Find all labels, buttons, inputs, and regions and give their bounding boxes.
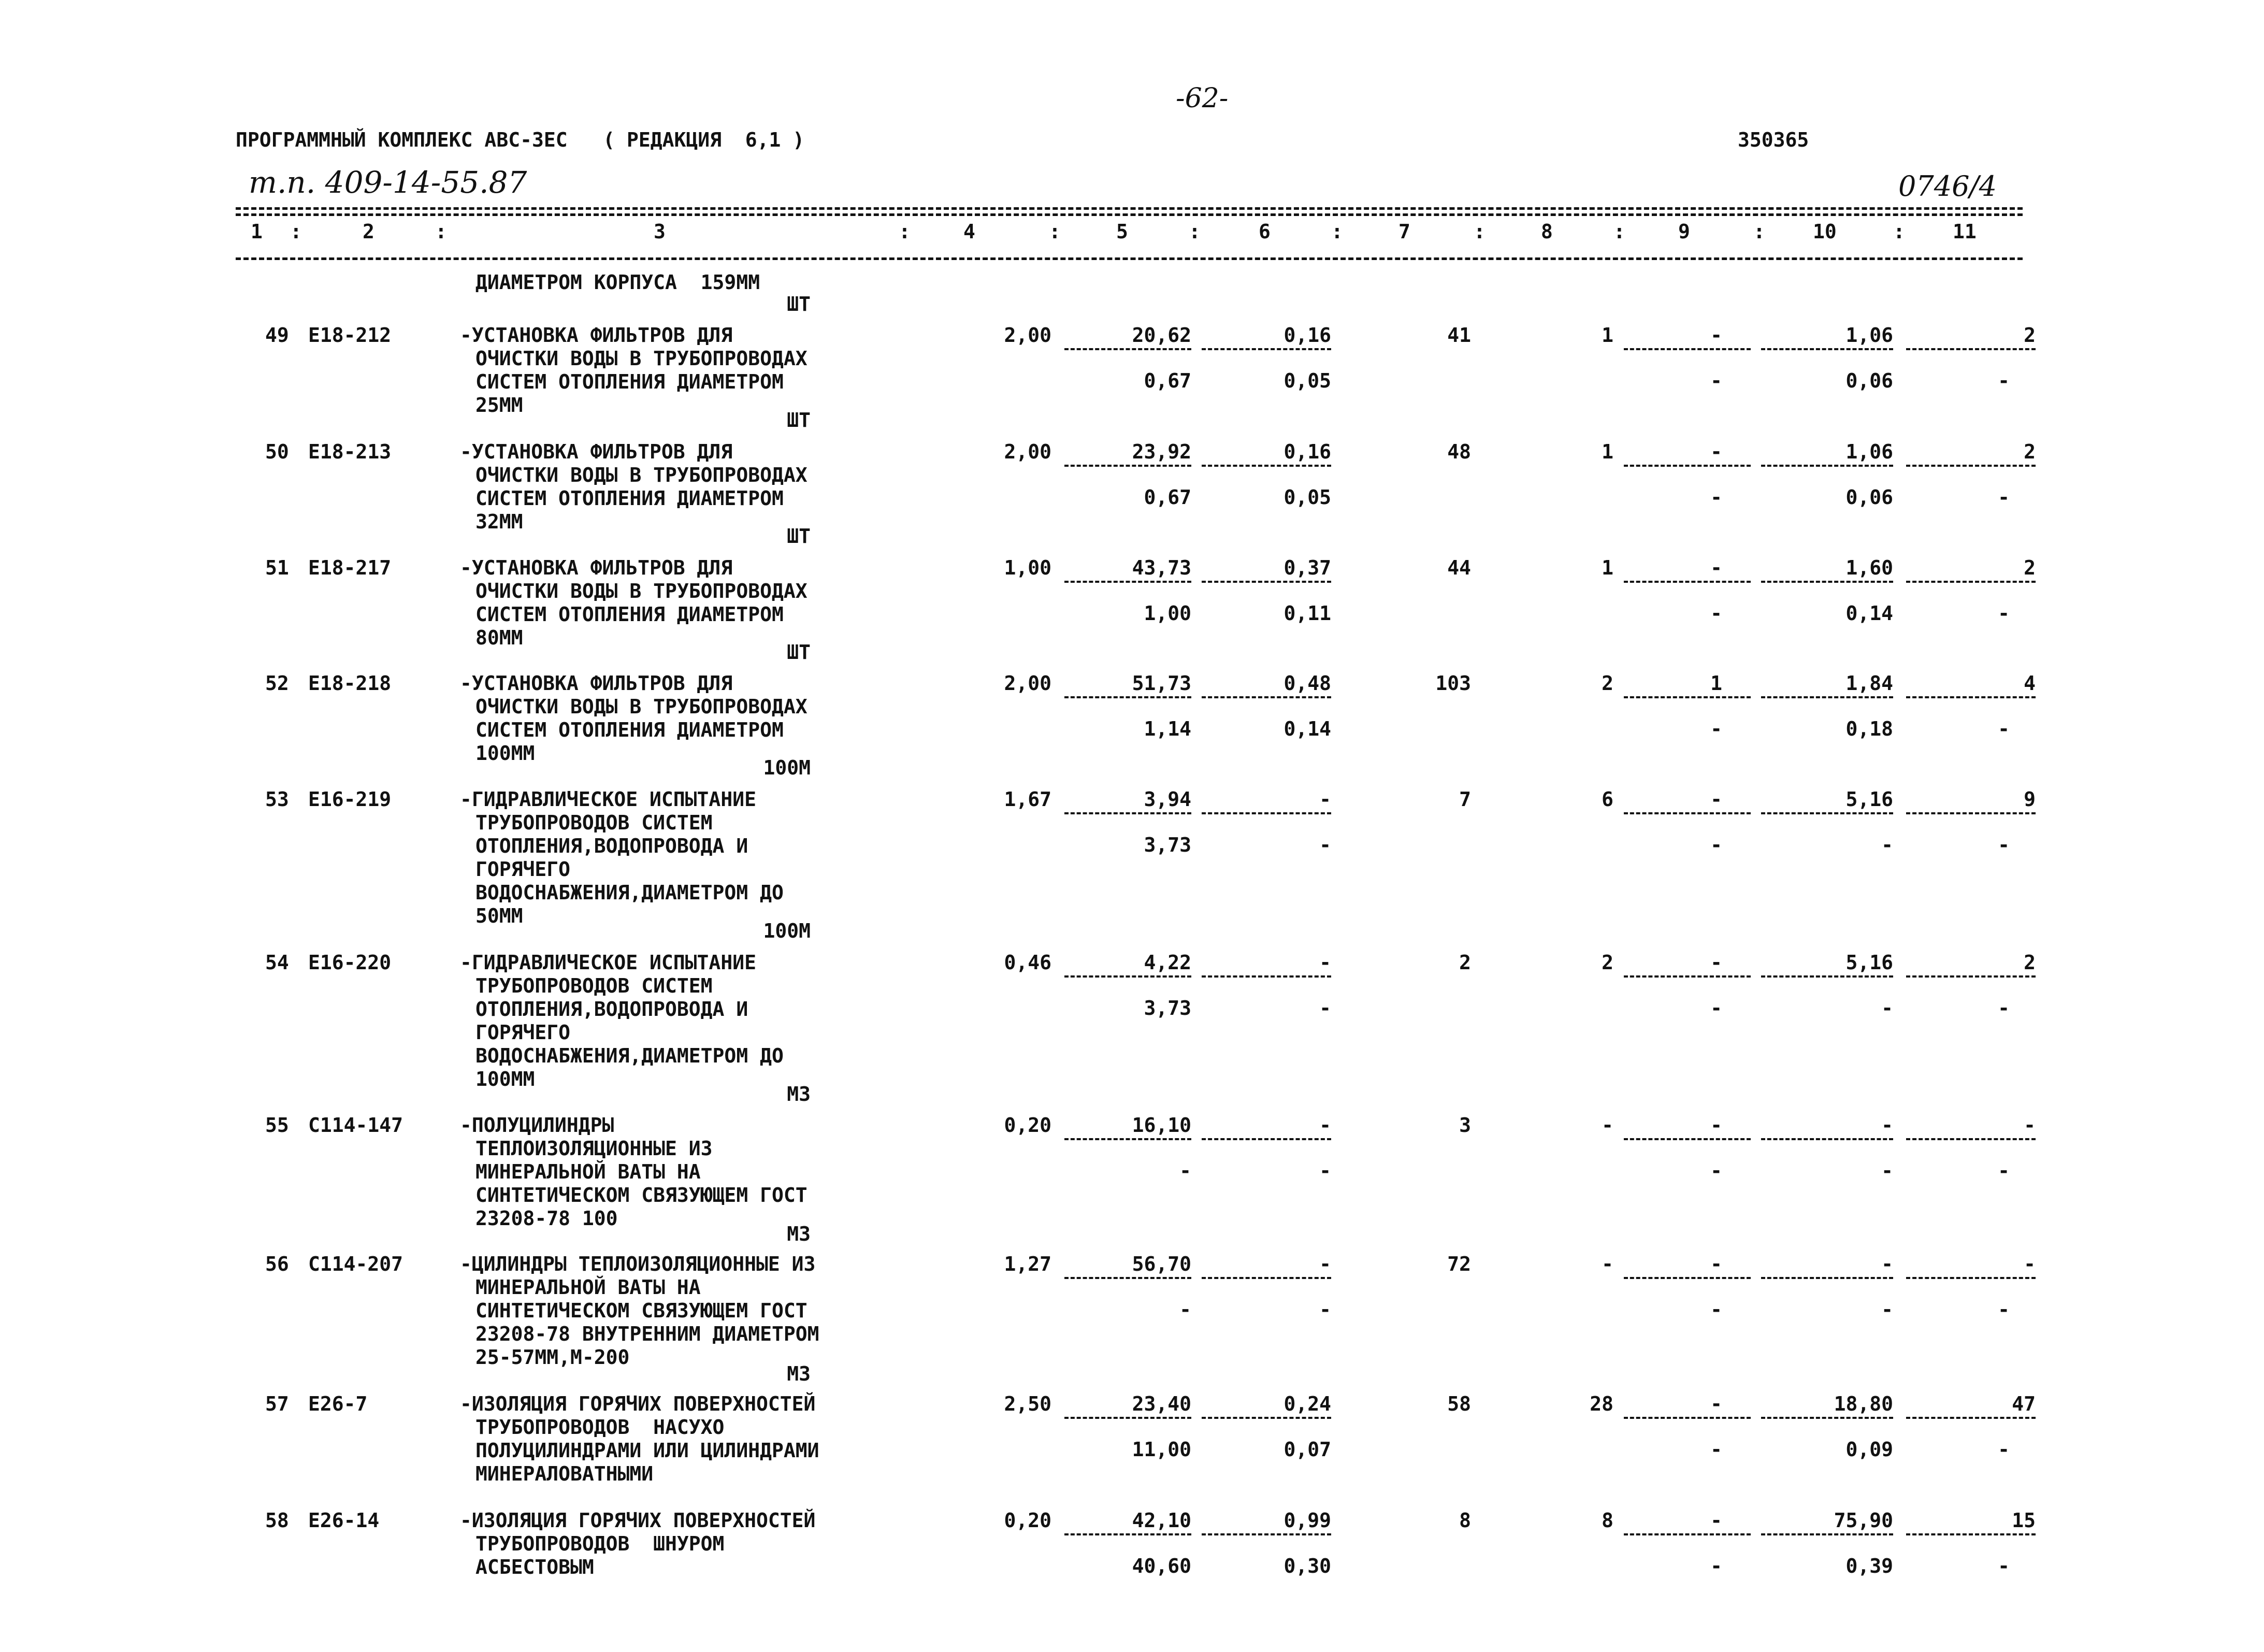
work-description-line: -ГИДРАВЛИЧЕСКОЕ ИСПЫТАНИЕ [460, 951, 756, 974]
work-description-line: 32ММ [475, 510, 523, 533]
total-cost: 44 [1447, 556, 1471, 579]
unit-salary: 1,00 [1144, 602, 1191, 625]
quantity: 2,00 [1004, 440, 1051, 463]
work-description-line: ОЧИСТКИ ВОДЫ В ТРУБОПРОВОДАХ [475, 464, 807, 486]
work-description-line: ГОРЯЧЕГО [475, 1021, 571, 1044]
subtotal-rule [1202, 696, 1331, 698]
machine-salary-total: - [1710, 997, 1722, 1019]
labor-machinist-unit: 0,18 [1845, 717, 1893, 740]
labor-machinist-unit: 0,09 [1845, 1438, 1893, 1461]
subtotal-rule [1761, 465, 1893, 467]
work-description-line: ВОДОСНАБЖЕНИЯ,ДИАМЕТРОМ ДО [475, 881, 784, 904]
machine-salary: 0,30 [1284, 1555, 1331, 1577]
subtotal-rule [1202, 1277, 1331, 1279]
subtotal-rule [1761, 1533, 1893, 1535]
col-header-2: 2 [363, 220, 374, 243]
unit-of-measure: М3 [787, 1362, 811, 1385]
subtotal-rule [1761, 696, 1893, 698]
total-cost: 3 [1459, 1114, 1471, 1137]
subtotal-rule [1761, 348, 1893, 350]
subtotal-rule [1064, 348, 1191, 350]
subtotal-rule [1761, 812, 1893, 814]
rate-code: Е18-213 [308, 440, 392, 463]
subtotal-rule [1624, 1277, 1751, 1279]
quantity: 0,20 [1004, 1509, 1051, 1532]
subtotal-rule [1624, 1417, 1751, 1419]
col-sep: : [1189, 220, 1201, 243]
labor-unit: - [1881, 1114, 1893, 1137]
subtotal-rule [1761, 581, 1893, 583]
labor-total: 2 [2024, 556, 2036, 579]
subtotal-rule [1064, 696, 1191, 698]
row-number: 49 [265, 324, 289, 347]
total-machine: - [1710, 440, 1722, 463]
subtotal-rule [1064, 465, 1191, 467]
subtotal-rule [1761, 1138, 1893, 1140]
program-title: ПРОГРАММНЫЙ КОМПЛЕКС АВС-ЗЕС ( РЕДАКЦИЯ 6,1 ) [236, 128, 805, 151]
quantity: 2,00 [1004, 324, 1051, 347]
col-header-7: 7 [1398, 220, 1410, 243]
work-description-line: 25-57ММ,М-200 [475, 1346, 630, 1369]
work-description-line: АСБЕСТОВЫМ [475, 1556, 594, 1578]
rate-code: Е18-218 [308, 672, 392, 695]
quantity: 1,00 [1004, 556, 1051, 579]
total-salary: 28 [1590, 1392, 1613, 1415]
work-description-line: 23208-78 ВНУТРЕННИМ ДИАМЕТРОМ [475, 1323, 819, 1345]
work-description-line: ПОЛУЦИЛИНДРАМИ ИЛИ ЦИЛИНДРАМИ [475, 1439, 819, 1462]
machine-cost: - [1319, 1114, 1331, 1137]
total-salary: 1 [1602, 556, 1613, 579]
machine-salary-total: - [1710, 717, 1722, 740]
labor-machinist-unit: 0,39 [1845, 1555, 1893, 1577]
rate-code: Е26-7 [308, 1392, 368, 1415]
subtotal-rule [1202, 1138, 1331, 1140]
rate-code: Е26-14 [308, 1509, 380, 1532]
subtotal-rule [1064, 1417, 1191, 1419]
work-description-line: МИНЕРАЛОВАТНЫМИ [475, 1462, 654, 1485]
row-number: 54 [265, 951, 289, 974]
subtotal-rule [1624, 696, 1751, 698]
work-description-line: ОЧИСТКИ ВОДЫ В ТРУБОПРОВОДАХ [475, 347, 807, 370]
subtotal-rule [1906, 348, 2036, 350]
unit-salary: 40,60 [1132, 1555, 1191, 1577]
machine-cost: 0,16 [1284, 324, 1331, 347]
tp-code-handwritten: т.п. 409-14-55.87 [249, 165, 527, 200]
col-sep: : [1474, 220, 1486, 243]
unit-cost: 56,70 [1132, 1253, 1191, 1275]
work-description-line: ГОРЯЧЕГО [475, 858, 571, 881]
work-description-line: СИСТЕМ ОТОПЛЕНИЯ ДИАМЕТРОМ [475, 487, 784, 510]
col-sep: : [1049, 220, 1061, 243]
labor-total: 9 [2024, 788, 2036, 811]
subtotal-rule [1624, 348, 1751, 350]
work-description-line: -ПОЛУЦИЛИНДРЫ [460, 1114, 614, 1137]
col-header-6: 6 [1259, 220, 1271, 243]
col-sep: : [1893, 220, 1905, 243]
unit-salary: 0,67 [1144, 486, 1191, 509]
total-machine: - [1710, 1253, 1722, 1275]
row-number: 53 [265, 788, 289, 811]
machine-salary: - [1319, 834, 1331, 856]
machine-salary-total: - [1710, 369, 1722, 392]
work-description-line: ТЕПЛОИЗОЛЯЦИОННЫЕ ИЗ [475, 1137, 713, 1160]
unit-cost: 51,73 [1132, 672, 1191, 695]
col-sep: : [899, 220, 911, 243]
work-description-line: 23208-78 100 [475, 1207, 618, 1230]
row-number: 51 [265, 556, 289, 579]
col-sep: : [1331, 220, 1343, 243]
rate-code: Е18-212 [308, 324, 392, 347]
subtotal-rule [1624, 1533, 1751, 1535]
row-number: 56 [265, 1253, 289, 1275]
work-description-line: МИНЕРАЛЬНОЙ ВАТЫ НА [475, 1160, 701, 1183]
subtotal-rule [1761, 1277, 1893, 1279]
subtotal-rule [1906, 581, 2036, 583]
work-description-line: СИСТЕМ ОТОПЛЕНИЯ ДИАМЕТРОМ [475, 603, 784, 626]
subtotal-rule [1064, 812, 1191, 814]
unit-salary: 3,73 [1144, 997, 1191, 1019]
row-number: 57 [265, 1392, 289, 1415]
total-cost: 7 [1459, 788, 1471, 811]
quantity: 0,46 [1004, 951, 1051, 974]
total-salary: 6 [1602, 788, 1613, 811]
labor-total: 4 [2024, 672, 2036, 695]
continuation-text: ДИАМЕТРОМ КОРПУСА 159ММ [475, 271, 760, 294]
subtotal-rule [1906, 696, 2036, 698]
sheet-code-handwritten: 0746/4 [1898, 170, 1997, 203]
subtotal-rule [1064, 1138, 1191, 1140]
labor-total: 2 [2024, 440, 2036, 463]
labor-machinist-total: - [1998, 1298, 2010, 1321]
header-bottom-rule [236, 257, 2023, 260]
work-description-line: ОТОПЛЕНИЯ,ВОДОПРОВОДА И [475, 998, 748, 1021]
total-salary: 1 [1602, 324, 1613, 347]
unit-cost: 23,92 [1132, 440, 1191, 463]
unit-of-measure: ШТ [787, 641, 811, 664]
machine-salary-total: - [1710, 602, 1722, 625]
machine-salary: 0,07 [1284, 1438, 1331, 1461]
work-description-line: ОЧИСТКИ ВОДЫ В ТРУБОПРОВОДАХ [475, 580, 807, 602]
machine-cost: 0,24 [1284, 1392, 1331, 1415]
unit-cost: 43,73 [1132, 556, 1191, 579]
machine-salary-total: - [1710, 486, 1722, 509]
labor-machinist-total: - [1998, 1555, 2010, 1577]
unit-cost: 16,10 [1132, 1114, 1191, 1137]
unit-cost: 20,62 [1132, 324, 1191, 347]
work-description-line: 80ММ [475, 626, 523, 649]
work-description-line: -УСТАНОВКА ФИЛЬТРОВ ДЛЯ [460, 324, 733, 347]
subtotal-rule [1906, 1277, 2036, 1279]
work-description-line: ТРУБОПРОВОДОВ ШНУРОМ [475, 1532, 725, 1555]
labor-total: - [2024, 1114, 2036, 1137]
work-description-line: ВОДОСНАБЖЕНИЯ,ДИАМЕТРОМ ДО [475, 1044, 784, 1067]
total-machine: - [1710, 1392, 1722, 1415]
col-header-4: 4 [963, 220, 975, 243]
work-description-line: СИСТЕМ ОТОПЛЕНИЯ ДИАМЕТРОМ [475, 370, 784, 393]
row-number: 55 [265, 1114, 289, 1137]
subtotal-rule [1064, 975, 1191, 978]
machine-salary-total: - [1710, 1298, 1722, 1321]
subtotal-rule [1064, 1533, 1191, 1535]
work-description-line: -УСТАНОВКА ФИЛЬТРОВ ДЛЯ [460, 672, 733, 695]
unit-salary: - [1179, 1298, 1191, 1321]
quantity: 2,50 [1004, 1392, 1051, 1415]
unit-of-measure: ШТ [787, 525, 811, 548]
machine-salary-total: - [1710, 1555, 1722, 1577]
unit-salary: 11,00 [1132, 1438, 1191, 1461]
unit-salary: - [1179, 1159, 1191, 1182]
document-code: 350365 [1738, 128, 1809, 151]
work-description-line: СИНТЕТИЧЕСКОМ СВЯЗУЮЩЕМ ГОСТ [475, 1184, 807, 1206]
col-header-10: 10 [1813, 220, 1837, 243]
header-top-rule-2 [236, 213, 2023, 216]
subtotal-rule [1761, 975, 1893, 978]
total-cost: 72 [1447, 1253, 1471, 1275]
labor-machinist-unit: - [1881, 834, 1893, 856]
machine-cost: 0,99 [1284, 1509, 1331, 1532]
total-cost: 58 [1447, 1392, 1471, 1415]
work-description-line: СИСТЕМ ОТОПЛЕНИЯ ДИАМЕТРОМ [475, 719, 784, 741]
work-description-line: СИНТЕТИЧЕСКОМ СВЯЗУЮЩЕМ ГОСТ [475, 1299, 807, 1322]
unit-cost: 42,10 [1132, 1509, 1191, 1532]
subtotal-rule [1906, 1417, 2036, 1419]
labor-machinist-total: - [1998, 717, 2010, 740]
machine-salary-total: - [1710, 1159, 1722, 1182]
subtotal-rule [1064, 581, 1191, 583]
work-description-line: -УСТАНОВКА ФИЛЬТРОВ ДЛЯ [460, 440, 733, 463]
labor-unit: - [1881, 1253, 1893, 1275]
work-description-line: 25ММ [475, 394, 523, 416]
machine-cost: 0,37 [1284, 556, 1331, 579]
work-description-line: МИНЕРАЛЬНОЙ ВАТЫ НА [475, 1276, 701, 1299]
machine-cost: - [1319, 1253, 1331, 1275]
machine-salary: - [1319, 1298, 1331, 1321]
work-description-line: ТРУБОПРОВОДОВ СИСТЕМ [475, 811, 713, 834]
page-number: -62- [1176, 83, 1229, 114]
labor-total: 15 [2012, 1509, 2036, 1532]
unit-of-measure: М3 [787, 1223, 811, 1245]
subtotal-rule [1202, 581, 1331, 583]
labor-unit: 75,90 [1834, 1509, 1893, 1532]
col-sep: : [435, 220, 447, 243]
total-cost: 41 [1447, 324, 1471, 347]
col-sep: : [290, 220, 302, 243]
total-cost: 48 [1447, 440, 1471, 463]
machine-salary-total: - [1710, 1438, 1722, 1461]
rate-code: С114-147 [308, 1114, 403, 1137]
row-number: 58 [265, 1509, 289, 1532]
labor-machinist-unit: 0,06 [1845, 369, 1893, 392]
work-description-line: ТРУБОПРОВОДОВ НАСУХО [475, 1416, 725, 1439]
labor-unit: 1,06 [1845, 440, 1893, 463]
labor-machinist-total: - [1998, 602, 2010, 625]
machine-salary: 0,11 [1284, 602, 1331, 625]
subtotal-rule [1906, 465, 2036, 467]
total-machine: - [1710, 951, 1722, 974]
col-sep: : [1753, 220, 1765, 243]
row-number: 52 [265, 672, 289, 695]
total-salary: - [1602, 1253, 1613, 1275]
total-machine: - [1710, 1509, 1722, 1532]
machine-salary-total: - [1710, 834, 1722, 856]
machine-salary: 0,05 [1284, 486, 1331, 509]
unit-cost: 4,22 [1144, 951, 1191, 974]
quantity: 0,20 [1004, 1114, 1051, 1137]
work-description-line: 50ММ [475, 904, 523, 927]
machine-cost: 0,16 [1284, 440, 1331, 463]
total-salary: 2 [1602, 951, 1613, 974]
labor-unit: 5,16 [1845, 788, 1893, 811]
labor-machinist-unit: - [1881, 1159, 1893, 1182]
subtotal-rule [1761, 1417, 1893, 1419]
total-cost: 103 [1435, 672, 1471, 695]
quantity: 1,67 [1004, 788, 1051, 811]
subtotal-rule [1202, 465, 1331, 467]
total-cost: 8 [1459, 1509, 1471, 1532]
total-machine: - [1710, 1114, 1722, 1137]
col-header-8: 8 [1541, 220, 1553, 243]
labor-machinist-total: - [1998, 834, 2010, 856]
work-description-line: 100ММ [475, 742, 535, 765]
work-description-line: ОЧИСТКИ ВОДЫ В ТРУБОПРОВОДАХ [475, 695, 807, 718]
subtotal-rule [1624, 1138, 1751, 1140]
work-description-line: 100ММ [475, 1068, 535, 1090]
header-top-rule [236, 207, 2023, 210]
labor-machinist-total: - [1998, 997, 2010, 1019]
work-description-line: -ЦИЛИНДРЫ ТЕПЛОИЗОЛЯЦИОННЫЕ ИЗ [460, 1253, 816, 1275]
unit-cost: 3,94 [1144, 788, 1191, 811]
col-header-1: 1 [251, 220, 263, 243]
total-salary: 2 [1602, 672, 1613, 695]
machine-salary: 0,14 [1284, 717, 1331, 740]
subtotal-rule [1906, 812, 2036, 814]
labor-total: - [2024, 1253, 2036, 1275]
work-description-line: ТРУБОПРОВОДОВ СИСТЕМ [475, 974, 713, 997]
labor-machinist-total: - [1998, 1438, 2010, 1461]
subtotal-rule [1624, 581, 1751, 583]
unit-salary: 3,73 [1144, 834, 1191, 856]
labor-machinist-unit: - [1881, 1298, 1893, 1321]
rate-code: Е16-219 [308, 788, 392, 811]
subtotal-rule [1064, 1277, 1191, 1279]
unit-of-measure: 100М [763, 756, 811, 779]
labor-machinist-total: - [1998, 1159, 2010, 1182]
work-description-line: -УСТАНОВКА ФИЛЬТРОВ ДЛЯ [460, 556, 733, 579]
total-machine: - [1710, 556, 1722, 579]
rate-code: С114-207 [308, 1253, 403, 1275]
machine-cost: 0,48 [1284, 672, 1331, 695]
total-cost: 2 [1459, 951, 1471, 974]
work-description-line: -ИЗОЛЯЦИЯ ГОРЯЧИХ ПОВЕРХНОСТЕЙ [460, 1509, 816, 1532]
unit-of-measure: ШТ [787, 409, 811, 432]
rate-code: Е16-220 [308, 951, 392, 974]
labor-unit: 1,60 [1845, 556, 1893, 579]
labor-machinist-unit: 0,14 [1845, 602, 1893, 625]
unit-of-measure: М3 [787, 1083, 811, 1105]
labor-total: 47 [2012, 1392, 2036, 1415]
subtotal-rule [1624, 975, 1751, 978]
total-machine: 1 [1710, 672, 1722, 695]
subtotal-rule [1906, 975, 2036, 978]
col-header-5: 5 [1116, 220, 1128, 243]
rate-code: Е18-217 [308, 556, 392, 579]
subtotal-rule [1906, 1138, 2036, 1140]
subtotal-rule [1202, 975, 1331, 978]
total-machine: - [1710, 788, 1722, 811]
labor-machinist-unit: - [1881, 997, 1893, 1019]
machine-salary: 0,05 [1284, 369, 1331, 392]
total-salary: 1 [1602, 440, 1613, 463]
machine-cost: - [1319, 951, 1331, 974]
work-description-line: -ГИДРАВЛИЧЕСКОЕ ИСПЫТАНИЕ [460, 788, 756, 811]
unit-cost: 23,40 [1132, 1392, 1191, 1415]
machine-salary: - [1319, 997, 1331, 1019]
labor-machinist-total: - [1998, 369, 2010, 392]
total-machine: - [1710, 324, 1722, 347]
subtotal-rule [1202, 348, 1331, 350]
subtotal-rule [1202, 1533, 1331, 1535]
subtotal-rule [1202, 1417, 1331, 1419]
quantity: 1,27 [1004, 1253, 1051, 1275]
col-sep: : [1613, 220, 1625, 243]
work-description-line: ОТОПЛЕНИЯ,ВОДОПРОВОДА И [475, 835, 748, 857]
quantity: 2,00 [1004, 672, 1051, 695]
subtotal-rule [1906, 1533, 2036, 1535]
row-number: 50 [265, 440, 289, 463]
total-salary: - [1602, 1114, 1613, 1137]
unit-of-measure: 100М [763, 920, 811, 942]
labor-unit: 5,16 [1845, 951, 1893, 974]
labor-unit: 1,06 [1845, 324, 1893, 347]
labor-total: 2 [2024, 324, 2036, 347]
machine-salary: - [1319, 1159, 1331, 1182]
labor-total: 2 [2024, 951, 2036, 974]
labor-machinist-unit: 0,06 [1845, 486, 1893, 509]
col-header-3: 3 [654, 220, 666, 243]
subtotal-rule [1624, 812, 1751, 814]
labor-unit: 18,80 [1834, 1392, 1893, 1415]
col-header-11: 11 [1953, 220, 1977, 243]
subtotal-rule [1624, 465, 1751, 467]
work-description-line: -ИЗОЛЯЦИЯ ГОРЯЧИХ ПОВЕРХНОСТЕЙ [460, 1392, 816, 1415]
subtotal-rule [1202, 812, 1331, 814]
col-header-9: 9 [1678, 220, 1690, 243]
unit-salary: 1,14 [1144, 717, 1191, 740]
unit-of-measure: ШТ [787, 293, 811, 315]
labor-machinist-total: - [1998, 486, 2010, 509]
machine-cost: - [1319, 788, 1331, 811]
unit-salary: 0,67 [1144, 369, 1191, 392]
labor-unit: 1,84 [1845, 672, 1893, 695]
total-salary: 8 [1602, 1509, 1613, 1532]
